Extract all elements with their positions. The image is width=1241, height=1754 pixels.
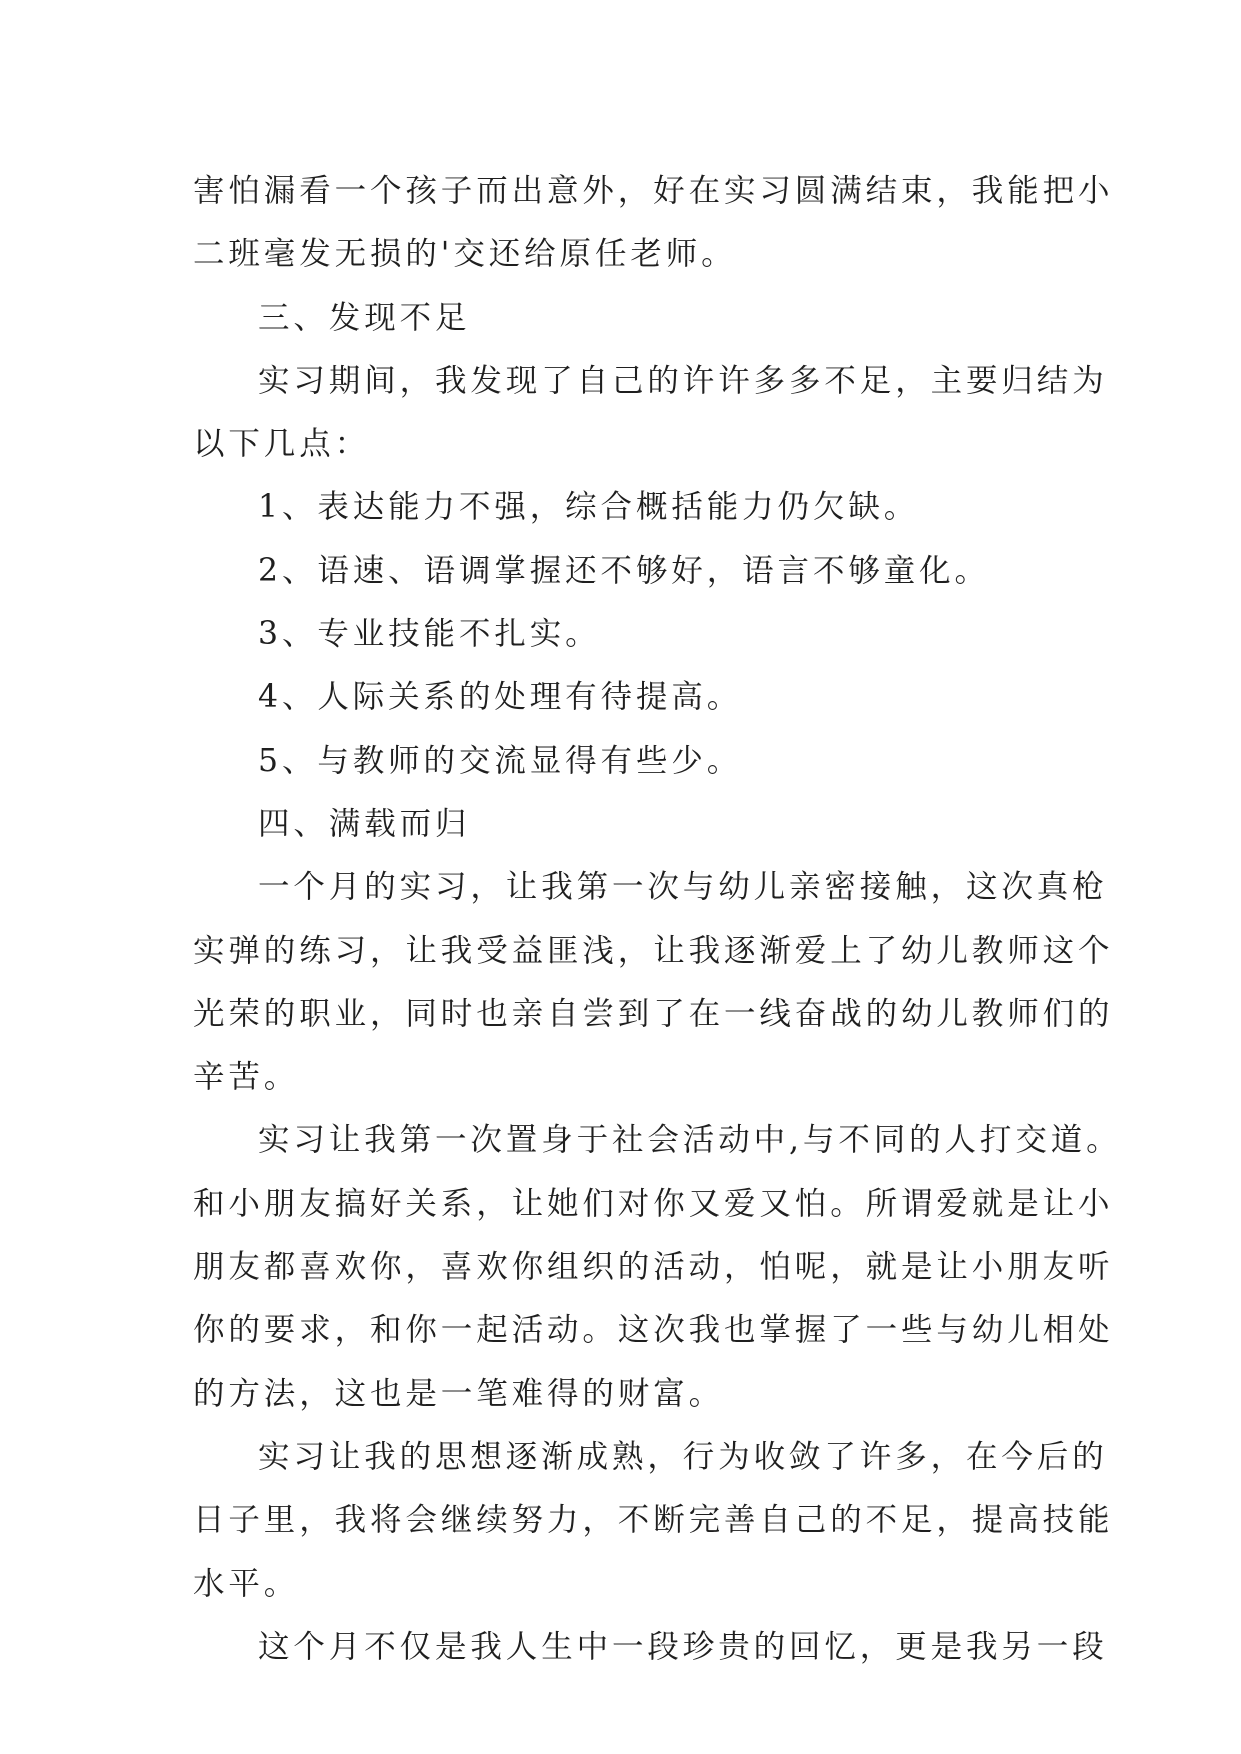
list-item: 4、人际关系的处理有待提高。 <box>258 679 743 716</box>
text-line: 实弹的练习，让我受益匪浅，让我逐渐爱上了幼儿教师这个 <box>193 932 1114 969</box>
text-line: 一个月的实习，让我第一次与幼儿亲密接触，这次真枪 <box>258 869 1108 906</box>
text-line: 和小朋友搞好关系，让她们对你又爱又怕。所谓爱就是让小 <box>193 1185 1114 1222</box>
text-line: 朋友都喜欢你，喜欢你组织的活动，怕呢，就是让小朋友听 <box>193 1249 1114 1286</box>
document-body <box>193 160 1122 1679</box>
list-item: 3、专业技能不扎实。 <box>258 616 601 653</box>
list-item: 2、语速、语调掌握还不够好，语言不够童化。 <box>258 552 990 589</box>
text-line: 你的要求，和你一起活动。这次我也掌握了一些与幼儿相处 <box>193 1312 1114 1349</box>
section-heading: 四、满载而归 <box>258 805 471 842</box>
text-line: 光荣的职业，同时也亲自尝到了在一线奋战的幼儿教师们的 <box>193 995 1114 1032</box>
text-line: 害怕漏看一个孩子而出意外，好在实习圆满结束，我能把小 <box>193 173 1114 209</box>
text-line: 二班毫发无损的'交还给原任老师。 <box>193 236 737 273</box>
list-item: 1、表达能力不强，综合概括能力仍欠缺。 <box>258 489 920 526</box>
text-line: 这个月不仅是我人生中一段珍贵的回忆，更是我另一段 <box>258 1628 1108 1665</box>
text-line: 以下几点： <box>193 426 371 463</box>
text-line: 水平。 <box>193 1565 300 1602</box>
list-item: 5、与教师的交流显得有些少。 <box>258 742 743 779</box>
text-line: 日子里，我将会继续努力，不断完善自己的不足，提高技能 <box>193 1502 1114 1539</box>
section-heading: 三、发现不足 <box>258 299 471 336</box>
text-line: 实习期间，我发现了自己的许许多多不足，主要归结为 <box>258 362 1108 399</box>
text-line: 实习让我的思想逐渐成熟，行为收敛了许多，在今后的 <box>258 1438 1108 1475</box>
text-line: 的方法，这也是一笔难得的财富。 <box>193 1375 725 1412</box>
text-line: 辛苦。 <box>193 1059 300 1096</box>
text-line: 实习让我第一次置身于社会活动中,与不同的人打交道。 <box>258 1122 1122 1159</box>
